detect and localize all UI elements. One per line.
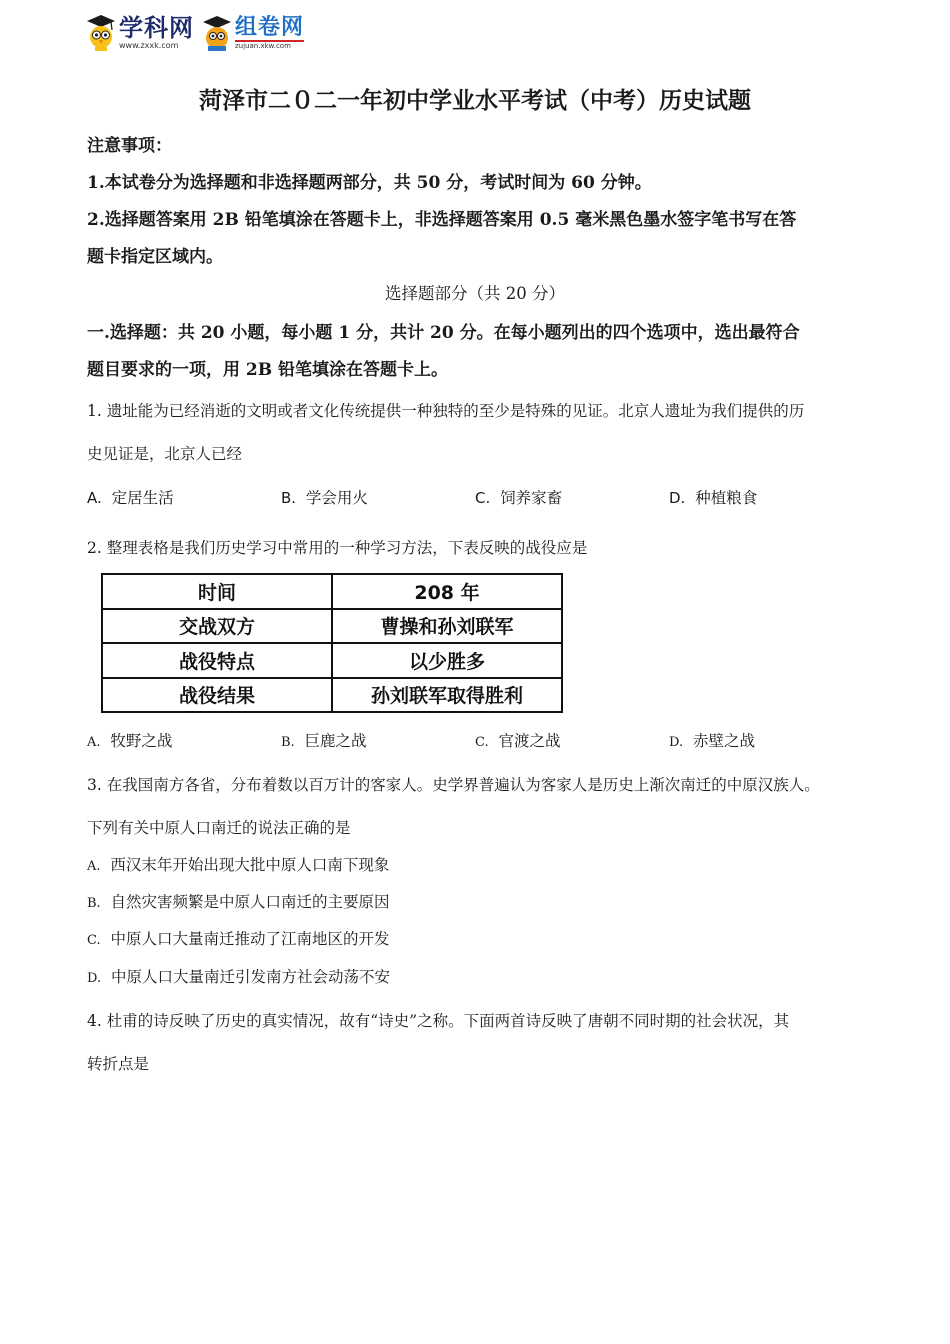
notice-line-2a: 2.选择题答案用 2B 铅笔填涂在答题卡上，非选择题答案用 0.5 毫米黑色墨水签字笔书写在答 (87, 210, 797, 230)
notice-heading: 注意事项： (87, 136, 172, 156)
zjw-logo[interactable] (202, 13, 304, 53)
section-instruction-a: 一.选择题：共 20 小题，每小题 1 分，共计 20 分。在每小题列出的四个选项中，选出最符合 (87, 323, 800, 343)
table-cell: 战役结果 (102, 678, 332, 713)
q1-option-c-text: 饲养家畜 (500, 489, 563, 507)
q1-option-c-label: C. (475, 489, 491, 507)
q1-option-d-label: D. (669, 489, 686, 507)
q3-stem-line-2: 下列有关中原人口南迁的说法正确的是 (87, 819, 351, 837)
q2-option-d-label: D. (669, 735, 684, 750)
q2-option-d[interactable] (669, 729, 755, 751)
graduate-owl-icon (86, 13, 116, 53)
q2-option-c-label: C. (475, 735, 489, 750)
table-cell: 交战双方 (102, 609, 332, 644)
q3-option-b-label: B. (87, 896, 101, 911)
q4-stem-line-1: 4. 杜甫的诗反映了历史的真实情况，故有“诗史”之称。下面两首诗反映了唐朝不同时期的社会状况，其 (87, 1012, 790, 1030)
q2-option-d-text: 赤壁之战 (692, 732, 755, 750)
q1-option-a-text: 定居生活 (111, 489, 174, 507)
header-logos (86, 12, 304, 54)
q1-option-b-text: 学会用火 (305, 489, 368, 507)
graduate-mascot-icon (202, 13, 232, 53)
q3-option-d[interactable] (87, 965, 390, 987)
q3-option-d-text: 中原人口大量南迁引发南方社会动荡不安 (110, 968, 390, 986)
q1-option-b[interactable] (281, 486, 368, 508)
zjw-logo-name: 组卷网 (235, 14, 305, 40)
zjw-logo-url: zujuan.xkw.com (235, 41, 291, 50)
q3-option-a-label: A. (87, 859, 101, 874)
table-row (102, 678, 562, 713)
q3-option-c-label: C. (87, 933, 101, 948)
battle-info-table (101, 573, 563, 713)
q3-option-c-text: 中原人口大量南迁推动了江南地区的开发 (110, 930, 390, 948)
q2-option-a[interactable] (87, 729, 172, 751)
q3-option-a-text: 西汉末年开始出现大批中原人口南下现象 (110, 856, 390, 874)
q1-option-a-label: A. (87, 489, 102, 507)
q2-option-a-label: A. (87, 735, 101, 750)
q2-option-c[interactable] (475, 729, 561, 751)
q2-option-a-text: 牧野之战 (110, 732, 173, 750)
xkw-logo[interactable] (86, 13, 194, 53)
notice-line-1: 1.本试卷分为选择题和非选择题两部分，共 50 分，考试时间为 60 分钟。 (87, 173, 652, 193)
q3-option-b-text: 自然灾害频繁是中原人口南迁的主要原因 (110, 893, 390, 911)
q2-option-b[interactable] (281, 729, 367, 751)
section-instruction-b: 题目要求的一项，用 2B 铅笔填涂在答题卡上。 (87, 360, 449, 380)
q3-option-a[interactable] (87, 853, 389, 875)
section-title: 选择题部分（共 20 分） (385, 284, 565, 303)
table-cell: 时间 (102, 574, 332, 609)
q2-option-c-text: 官渡之战 (498, 732, 561, 750)
q1-option-d-text: 种植粮食 (695, 489, 758, 507)
table-cell: 208 年 (332, 574, 562, 609)
q1-stem-line-1: 1. 遗址能为已经消逝的文明或者文化传统提供一种独特的至少是特殊的见证。北京人遗址为我们提供的历 (87, 402, 805, 420)
exam-title: 菏泽市二０二一年初中学业水平考试（中考）历史试题 (199, 87, 751, 114)
notice-line-2b: 题卡指定区域内。 (87, 247, 223, 267)
table-row (102, 574, 562, 609)
q2-stem: 2. 整理表格是我们历史学习中常用的一种学习方法，下表反映的战役应是 (87, 539, 588, 557)
q2-option-b-text: 巨鹿之战 (304, 732, 367, 750)
table-cell: 曹操和孙刘联军 (332, 609, 562, 644)
q3-option-d-label: D. (87, 971, 102, 986)
table-cell: 以少胜多 (332, 643, 562, 678)
q1-option-c[interactable] (475, 486, 562, 508)
q1-option-d[interactable] (669, 486, 757, 508)
q1-option-b-label: B. (281, 489, 297, 507)
q3-option-b[interactable] (87, 890, 390, 912)
q2-option-b-label: B. (281, 735, 295, 750)
q3-option-c[interactable] (87, 927, 390, 949)
table-cell: 战役特点 (102, 643, 332, 678)
xkw-logo-name: 学科网 (119, 14, 194, 42)
q3-stem-line-1: 3. 在我国南方各省，分布着数以百万计的客家人。史学界普遍认为客家人是历史上渐次南迁的中原汉族人。 (87, 776, 820, 794)
q1-stem-line-2: 史见证是，北京人已经 (87, 445, 243, 463)
q4-stem-line-2: 转折点是 (87, 1055, 150, 1073)
table-row (102, 643, 562, 678)
q1-option-a[interactable] (87, 486, 174, 508)
table-row (102, 609, 562, 644)
xkw-logo-url: www.zxxk.com (119, 41, 179, 50)
table-cell: 孙刘联军取得胜利 (332, 678, 562, 713)
